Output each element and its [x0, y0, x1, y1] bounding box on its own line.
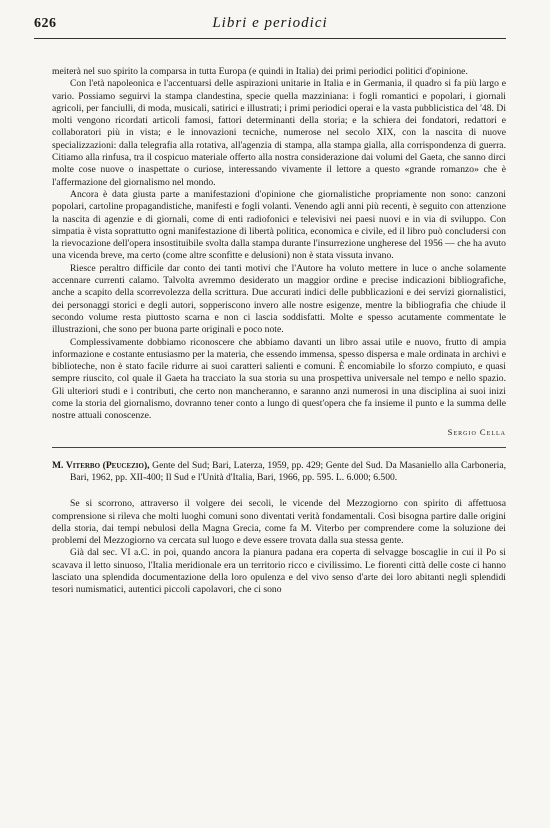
review-cella — [52, 66, 506, 437]
review1-paragraph-2: Con l'età napoleonica e l'accentuarsi delle aspirazioni unitarie in Italia e in Germania, il quadro si fa più largo e vario. Possiamo seguirvi la stampa clandestina, specie quella mazziniana: i fogli romantici e popolari, i giornali agricoli, per fanciulli, di moda, musicali, satirici e illustrati; i primi periodici operai e la vasta pubblicistica del '48. Di molti vengono ricordati articoli famosi, fattori determinanti della storia; e la schiera dei fondatori, redattori e collaboratori più in vista; e le innovazioni tecniche, numerose nel secolo XIX, con la nascita di nuove specializzazioni: dalla telegrafia alla rotativa, all'agenzia di stampa, alla stampa gialla, alla corrispondenza di guerra. Citiamo alla rinfusa, tra il cospicuo materiale offerto alla nostra considerazione dai volumi del Gaeta, che sanno dirci molte cose nuove o inaspettate o curiose, interessando vivamente il lettore a questo «grande romanzo» che è l'affermazione del giornalismo nel mondo. — [52, 78, 506, 188]
page-number: 626 — [34, 16, 57, 31]
book-citation: Gente del Sud; Bari, Laterza, 1959, pp. 429; Gente del Sud. Da Masaniello alla Carboneria, Bari, 1962, pp. XII-400; Il Sud e l'Unità d'Italia, Bari, 1966, pp. 595. L. 6.000; 6.500. — [70, 459, 506, 483]
section-divider — [52, 447, 506, 448]
review1-paragraph-1: meiterà nel suo spirito la comparsa in tutta Europa (e quindi in Italia) dei primi periodici politici d'opinione. — [52, 66, 468, 77]
book-author: M. Viterbo (Peucezio), — [52, 459, 150, 471]
running-head: Libri e periodici — [212, 15, 328, 31]
page-body — [52, 66, 506, 597]
reviewer-signature: Sergio Cella — [447, 426, 506, 437]
review1-paragraph-4: Riesce peraltro difficile dar conto dei tanti motivi che l'Autore ha voluto mettere in luce o anche solamente accennare currenti calamo. Talvolta avremmo desiderato un maggior ordine e precise indicazioni bibliografiche, anche a scapito della scorrevolezza della scrittura. Due accurati indici delle pubblicazioni e dei servizi giornalistici, dei personaggi storici e degli autori, sopperiscono invero alle nostre esigenze, mentre la bibliografia che chiude il secondo volume resta piuttosto scarna e non ci lascia soddisfatti. Molte e spesso acutamente commentate le illustrazioni, che sono per buona parte originali e poco note. — [52, 262, 506, 336]
page-header — [34, 14, 506, 39]
review-viterbo — [52, 460, 506, 597]
bibliographic-entry — [52, 460, 506, 485]
review2-paragraph-1: Se si scorrono, attraverso il volgere dei secoli, le vicende del Mezzogiorno con spirito di affettuosa comprensione si rileva che molti luoghi comuni sono diventati verità fondamentali. Così bisogna partire dalle origini della storia, dai tempi nebulosi della Magna Grecia, come fa M. Viterbo per comprendere come la soluzione dei problemi del Mezzogiorno va cercata sul luogo e deve essere trovata dalla sua stessa gente. — [52, 498, 506, 547]
review2-paragraph-2: Già dal sec. VI a.C. in poi, quando ancora la pianura padana era coperta di selvagge boscaglie in cui il Po si scavava il letto sinuoso, l'Italia meridionale era un territorio ricco e civilissimo. Le fiorenti città delle coste ci hanno lasciato una splendida documentazione della loro opulenza e del vivo senso d'arte dei loro abitanti negli splendidi tesori numismatici, autentici piccoli capolavori, che ci sono — [52, 547, 506, 596]
review1-paragraph-5: Complessivamente dobbiamo riconoscere che abbiamo davanti un libro assai utile e nuovo, frutto di ampia informazione e costante entusiasmo per la materia, che essendo immensa, spesso dispersa e male ordinata in archivi e biblioteche, non è stato facile ridurre ai suoi caratteri salienti e comuni. È encomiabile lo sforzo compiuto, e quasi sempre riuscito, col quale il Gaeta ha tracciato la sua storia su una prospettiva universale nel tempo e nello spazio. Gli ulteriori studi e i contributi, che certo non mancheranno, e saranno anzi numerosi in una disciplina ai suoi inizi come la storia del giornalismo, dovranno tener conto a lungo di quest'opera che fa insieme il punto e la summa delle nostre attuali conoscenze. — [52, 336, 506, 422]
review1-paragraph-3: Ancora è data giusta parte a manifestazioni d'opinione che giornalistiche propriamente non sono: canzoni popolari, cartoline propagandistiche, manifesti e fogli volanti. Venendo agli anni più recenti, è seguito con attenzione la nascita di agenzie e di giornali, come di enti radiofonici e televisivi nei paesi nuovi e in via di sviluppo. Con simpatia è vista soprattutto ogni manifestazione di libertà politica, economica e civile, ed il libro può concludersi con la rievocazione dell'opera insostituibile svolta dalla stampa durante l'insurrezione ungherese del 1956 — che ha avuto una vicenda breve, ma certo (come altre sconfitte e delusioni) non è stata vissuta invano. — [52, 188, 506, 262]
